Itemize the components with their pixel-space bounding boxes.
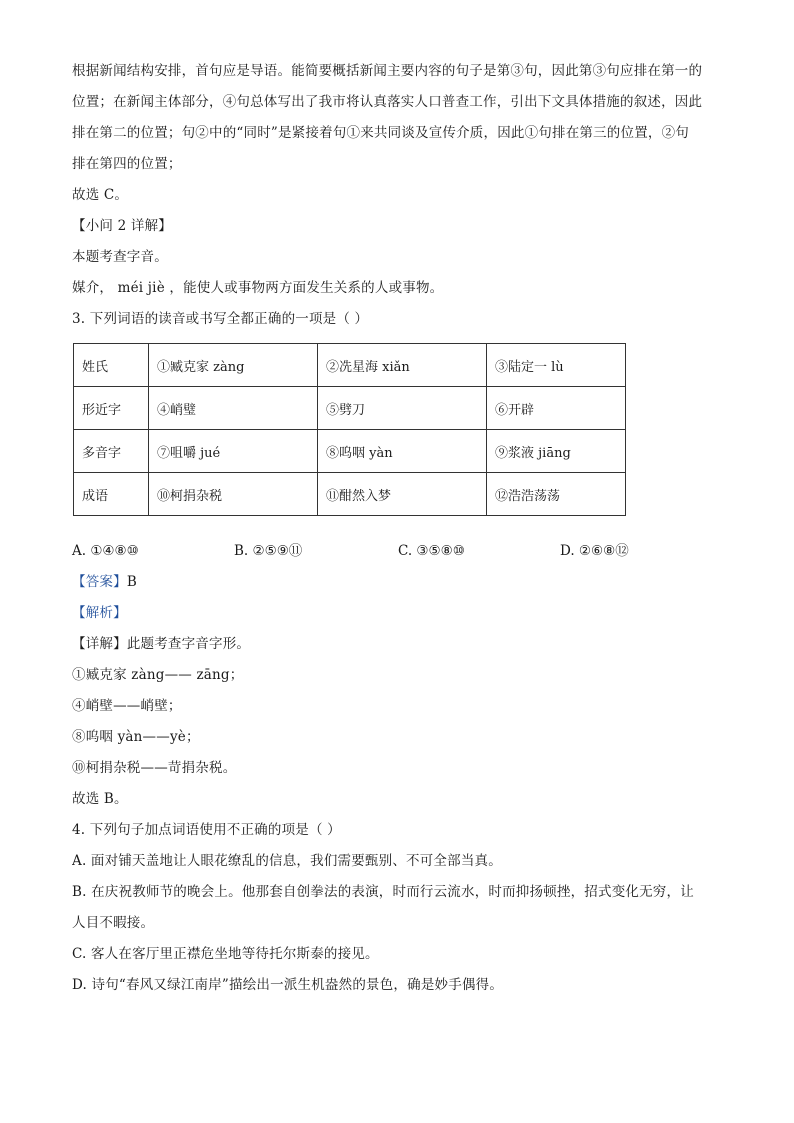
q3-option-b: B. ②⑤⑨⑪ — [234, 543, 303, 559]
table-row — [74, 430, 626, 473]
q4-option-c: C. 客人在客厅里正襟危坐地等待托尔斯泰的接见。 — [72, 946, 379, 962]
table-cell: ⑤劈刀 — [318, 387, 487, 430]
answer-label: 【答案】 — [72, 574, 127, 590]
paragraph-line: 排在第四的位置； — [72, 156, 182, 172]
q3-stem: 3. 下列词语的读音或书写全都正确的一项是（ ） — [72, 311, 369, 327]
table-cell: 成语 — [74, 473, 149, 516]
table-cell: 形近字 — [74, 387, 149, 430]
q3-answer — [72, 573, 732, 604]
q4-option-a: A. 面对铺天盖地让人眼花缭乱的信息，我们需要甄别、不可全部当真。 — [72, 853, 502, 869]
paragraph-line: 根据新闻结构安排，首句应是导语。能简要概括新闻主要内容的句子是第③句，因此第③句应排在第一的 — [72, 63, 703, 79]
paragraph-line: 位置；在新闻主体部分，④句总体写出了我市将认真落实人口普查工作，引出下文具体措施的叙述，因此 — [72, 94, 703, 110]
q3-option-d: D. ②⑥⑧⑫ — [560, 543, 629, 559]
q4-option-b: B. 在庆祝教师节的晚会上。他那套自创拳法的表演，时而行云流水，时而抑扬顿挫，招式变化无穷，让 — [72, 884, 694, 900]
analysis-label: 【解析】 — [72, 605, 127, 621]
q1-conclusion: 故选 C。 — [72, 187, 129, 203]
q3-correction: ⑧呜咽 yàn——yè； — [72, 729, 200, 745]
table-cell: ①臧克家 zàng — [149, 344, 318, 387]
q4-option-b-cont: 人目不暇接。 — [72, 915, 155, 931]
table-row — [74, 344, 626, 387]
detail-label: 【详解】 — [72, 636, 127, 652]
table-cell: ⑧呜咽 yàn — [318, 430, 487, 473]
q3-table — [73, 343, 626, 516]
table-cell: 多音字 — [74, 430, 149, 473]
q3-correction: ④峭壁——峭壁； — [72, 698, 182, 714]
q4-option-d: D. 诗句“春风又绿江南岸”描绘出一派生机盎然的景色，确是妙手偶得。 — [72, 977, 504, 993]
q3-options — [72, 542, 732, 573]
detail-text: 此题考查字音字形。 — [126, 636, 251, 652]
table-cell: 姓氏 — [74, 344, 149, 387]
document-page — [72, 62, 732, 1007]
table-cell: ⑫浩浩荡荡 — [487, 473, 626, 516]
table-row — [74, 473, 626, 516]
sub2-line: 媒介， méi jiè ，能使人或事物两方面发生关系的人或事物。 — [72, 280, 444, 296]
table-cell: ⑨浆液 jiāng — [487, 430, 626, 473]
q3-correction: ①臧克家 zàng—— zāng； — [72, 667, 244, 683]
sub2-line: 本题考查字音。 — [72, 249, 168, 265]
table-cell: ⑩柯捐杂税 — [149, 473, 318, 516]
q3-conclusion: 故选 B。 — [72, 791, 128, 807]
q3-analysis — [72, 604, 732, 635]
table-cell: ⑦咀嚼 jué — [149, 430, 318, 473]
q3-detail — [72, 635, 732, 666]
table-row — [74, 387, 626, 430]
answer-value: B — [126, 574, 137, 590]
q4-stem: 4. 下列句子加点词语使用不正确的项是（ ） — [72, 822, 341, 838]
table-cell: ⑥开辟 — [487, 387, 626, 430]
q3-option-c: C. ③⑤⑧⑩ — [398, 543, 465, 559]
table-cell: ④峭璧 — [149, 387, 318, 430]
table-cell: ⑪酣然入梦 — [318, 473, 487, 516]
q3-correction: ⑩柯捐杂税——苛捐杂税。 — [72, 760, 237, 776]
paragraph-line: 排在第二的位置；句②中的“同时”是紧接着句①来共同谈及宣传介质，因此①句排在第三的位置，②句 — [72, 125, 690, 141]
q3-option-a: A. ①④⑧⑩ — [72, 543, 139, 559]
table-cell: ②冼星海 xiǎn — [318, 344, 487, 387]
sub2-heading: 【小问 2 详解】 — [72, 218, 172, 234]
table-cell: ③陆定一 lù — [487, 344, 626, 387]
